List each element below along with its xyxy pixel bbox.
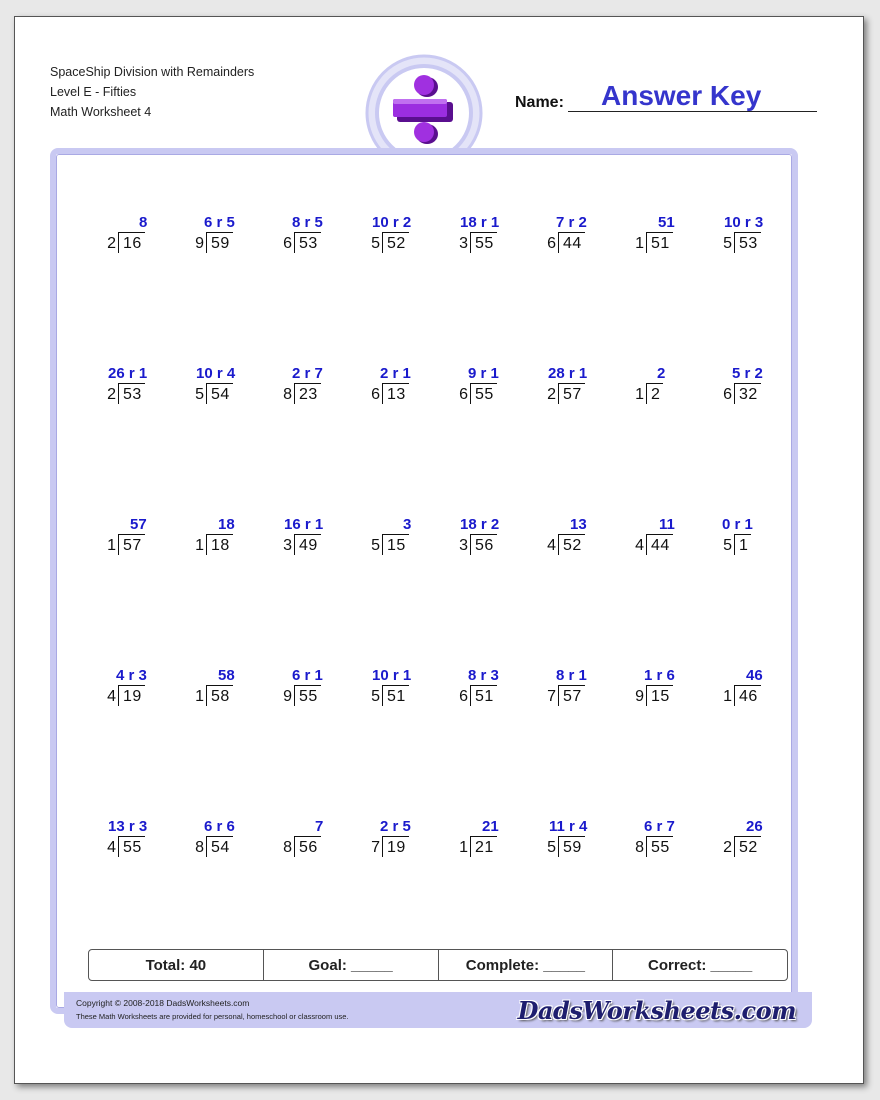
dividend: 44 xyxy=(558,232,585,253)
dividend: 2 xyxy=(646,383,663,404)
quotient-answer: 21 xyxy=(482,818,499,835)
correct-cell[interactable]: Correct: _____ xyxy=(648,956,753,974)
dividend: 55 xyxy=(470,383,497,404)
division-problem xyxy=(362,818,442,868)
quotient-answer: 7 xyxy=(315,818,324,835)
division-problem xyxy=(450,365,530,415)
score-bar xyxy=(88,949,788,981)
divisor: 1 xyxy=(195,688,204,705)
divisor: 5 xyxy=(371,688,380,705)
quotient-answer: 58 xyxy=(218,667,235,684)
dividend: 19 xyxy=(118,685,145,706)
quotient-answer: 8 r 1 xyxy=(556,667,587,684)
divisor: 5 xyxy=(195,386,204,403)
divisor: 5 xyxy=(371,537,380,554)
divisor: 2 xyxy=(723,839,732,856)
dividend: 56 xyxy=(294,836,321,857)
dividend: 23 xyxy=(294,383,321,404)
division-problem xyxy=(98,516,178,566)
quotient-answer: 6 r 7 xyxy=(644,818,675,835)
division-problem xyxy=(714,818,794,868)
dividend: 19 xyxy=(382,836,409,857)
quotient-answer: 16 r 1 xyxy=(284,516,324,533)
quotient-answer: 6 r 5 xyxy=(204,214,235,231)
usage-notice: These Math Worksheets are provided for personal, homeschool or classroom use. xyxy=(76,1012,349,1021)
dividend: 51 xyxy=(646,232,673,253)
copyright-text: Copyright © 2008-2018 DadsWorksheets.com xyxy=(76,998,250,1008)
dividend: 16 xyxy=(118,232,145,253)
dividend: 51 xyxy=(382,685,409,706)
divisor: 8 xyxy=(635,839,644,856)
dividend: 56 xyxy=(470,534,497,555)
divisor: 3 xyxy=(459,537,468,554)
division-problem xyxy=(186,667,266,717)
division-problem xyxy=(538,516,618,566)
dividend: 54 xyxy=(206,836,233,857)
division-problem xyxy=(538,214,618,264)
division-problem xyxy=(450,667,530,717)
division-problem xyxy=(626,667,706,717)
quotient-answer: 11 xyxy=(659,516,675,533)
divisor: 3 xyxy=(459,235,468,252)
divisor: 4 xyxy=(547,537,556,554)
divisor: 5 xyxy=(723,537,732,554)
divisor: 4 xyxy=(107,839,116,856)
quotient-answer: 8 r 5 xyxy=(292,214,323,231)
dividend: 54 xyxy=(206,383,233,404)
division-problem xyxy=(362,214,442,264)
quotient-answer: 8 r 3 xyxy=(468,667,499,684)
division-problem xyxy=(98,667,178,717)
divisor: 8 xyxy=(283,839,292,856)
dividend: 55 xyxy=(646,836,673,857)
division-problem xyxy=(274,516,354,566)
dividend: 13 xyxy=(382,383,409,404)
worksheet-header xyxy=(50,62,254,122)
dividend: 55 xyxy=(470,232,497,253)
dividend: 57 xyxy=(558,685,585,706)
divisor: 5 xyxy=(723,235,732,252)
divisor: 1 xyxy=(459,839,468,856)
dividend: 53 xyxy=(734,232,761,253)
divisor: 2 xyxy=(107,386,116,403)
dividend: 59 xyxy=(558,836,585,857)
quotient-answer: 26 xyxy=(746,818,763,835)
divisor: 2 xyxy=(107,235,116,252)
divisor: 1 xyxy=(635,235,644,252)
dividend: 57 xyxy=(558,383,585,404)
division-problem xyxy=(186,365,266,415)
dividend: 57 xyxy=(118,534,145,555)
quotient-answer: 13 r 3 xyxy=(108,818,148,835)
divisor: 1 xyxy=(635,386,644,403)
dividend: 15 xyxy=(382,534,409,555)
division-problem xyxy=(626,214,706,264)
divisor: 9 xyxy=(195,235,204,252)
divisor: 8 xyxy=(283,386,292,403)
divisor: 4 xyxy=(107,688,116,705)
division-problem xyxy=(450,516,530,566)
quotient-answer: 7 r 2 xyxy=(556,214,587,231)
division-problem xyxy=(626,818,706,868)
footer xyxy=(64,992,812,1028)
dividend: 46 xyxy=(734,685,761,706)
division-problem xyxy=(98,365,178,415)
divisor: 1 xyxy=(723,688,732,705)
name-label: Name: xyxy=(515,94,564,111)
dividend: 44 xyxy=(646,534,673,555)
division-problem xyxy=(98,818,178,868)
dividend: 53 xyxy=(118,383,145,404)
quotient-answer: 18 xyxy=(218,516,235,533)
divisor: 6 xyxy=(547,235,556,252)
divisor: 5 xyxy=(371,235,380,252)
divisor: 6 xyxy=(459,386,468,403)
problems-frame xyxy=(50,148,798,1014)
quotient-answer: 10 r 3 xyxy=(724,214,764,231)
division-problem xyxy=(274,214,354,264)
quotient-answer: 4 r 3 xyxy=(116,667,147,684)
quotient-answer: 0 r 1 xyxy=(722,516,753,533)
division-problem xyxy=(714,516,794,566)
divisor: 5 xyxy=(547,839,556,856)
division-problem xyxy=(186,214,266,264)
worksheet-number: Math Worksheet 4 xyxy=(50,105,152,119)
dividend: 1 xyxy=(734,534,751,555)
division-problem xyxy=(274,365,354,415)
division-problem xyxy=(538,365,618,415)
worksheet-title: SpaceShip Division with Remainders xyxy=(50,65,255,79)
division-problem xyxy=(626,365,706,415)
dividend: 58 xyxy=(206,685,233,706)
complete-cell[interactable]: Complete: _____ xyxy=(439,950,614,980)
divisor: 6 xyxy=(371,386,380,403)
divisor: 6 xyxy=(723,386,732,403)
dividend: 59 xyxy=(206,232,233,253)
division-problem xyxy=(274,818,354,868)
quotient-answer: 51 xyxy=(658,214,675,231)
dividend: 52 xyxy=(382,232,409,253)
division-problem xyxy=(362,667,442,717)
quotient-answer: 28 r 1 xyxy=(548,365,588,382)
division-problem xyxy=(714,667,794,717)
dividend: 15 xyxy=(646,685,673,706)
goal-cell[interactable]: Goal: _____ xyxy=(264,950,439,980)
quotient-answer: 9 r 1 xyxy=(468,365,499,382)
quotient-answer: 18 r 1 xyxy=(460,214,500,231)
division-problem xyxy=(538,667,618,717)
quotient-answer: 2 xyxy=(657,365,666,382)
divisor: 9 xyxy=(283,688,292,705)
quotient-answer: 10 r 2 xyxy=(372,214,412,231)
dividend: 49 xyxy=(294,534,321,555)
quotient-answer: 26 r 1 xyxy=(108,365,148,382)
total-cell: Total: 40 xyxy=(89,950,264,980)
quotient-answer: 57 xyxy=(130,516,147,533)
quotient-answer: 5 r 2 xyxy=(732,365,763,382)
dividend: 52 xyxy=(558,534,585,555)
quotient-answer: 10 r 1 xyxy=(372,667,412,684)
division-problem xyxy=(714,214,794,264)
division-problem xyxy=(450,818,530,868)
division-problem xyxy=(450,214,530,264)
name-field[interactable] xyxy=(515,76,817,112)
division-problem xyxy=(186,516,266,566)
quotient-answer: 2 r 1 xyxy=(380,365,411,382)
division-problem xyxy=(362,365,442,415)
divisor: 7 xyxy=(371,839,380,856)
quotient-answer: 46 xyxy=(746,667,763,684)
brand-logo[interactable]: DadsWorksheets.com xyxy=(517,996,796,1025)
quotient-answer: 2 r 5 xyxy=(380,818,411,835)
divisor: 6 xyxy=(283,235,292,252)
dividend: 18 xyxy=(206,534,233,555)
division-problem xyxy=(626,516,706,566)
division-problem xyxy=(538,818,618,868)
divisor: 8 xyxy=(195,839,204,856)
divisor: 1 xyxy=(195,537,204,554)
quotient-answer: 8 xyxy=(139,214,148,231)
dividend: 52 xyxy=(734,836,761,857)
divisor: 1 xyxy=(107,537,116,554)
dividend: 51 xyxy=(470,685,497,706)
quotient-answer: 1 r 6 xyxy=(644,667,675,684)
division-problem xyxy=(274,667,354,717)
divisor: 3 xyxy=(283,537,292,554)
dividend: 55 xyxy=(294,685,321,706)
divisor: 4 xyxy=(635,537,644,554)
division-problem xyxy=(714,365,794,415)
divisor: 7 xyxy=(547,688,556,705)
dividend: 21 xyxy=(470,836,497,857)
quotient-answer: 13 xyxy=(570,516,587,533)
quotient-answer: 3 xyxy=(403,516,412,533)
quotient-answer: 2 r 7 xyxy=(292,365,323,382)
quotient-answer: 11 r 4 xyxy=(549,818,588,835)
dividend: 32 xyxy=(734,383,761,404)
quotient-answer: 6 r 1 xyxy=(292,667,323,684)
answer-key-text: Answer Key xyxy=(601,80,762,111)
quotient-answer: 10 r 4 xyxy=(196,365,236,382)
division-problem xyxy=(186,818,266,868)
division-problem xyxy=(362,516,442,566)
quotient-answer: 18 r 2 xyxy=(460,516,500,533)
divisor: 2 xyxy=(547,386,556,403)
division-problem xyxy=(98,214,178,264)
worksheet-level: Level E - Fifties xyxy=(50,85,137,99)
dividend: 53 xyxy=(294,232,321,253)
divisor: 6 xyxy=(459,688,468,705)
dividend: 55 xyxy=(118,836,145,857)
quotient-answer: 6 r 6 xyxy=(204,818,235,835)
divisor: 9 xyxy=(635,688,644,705)
